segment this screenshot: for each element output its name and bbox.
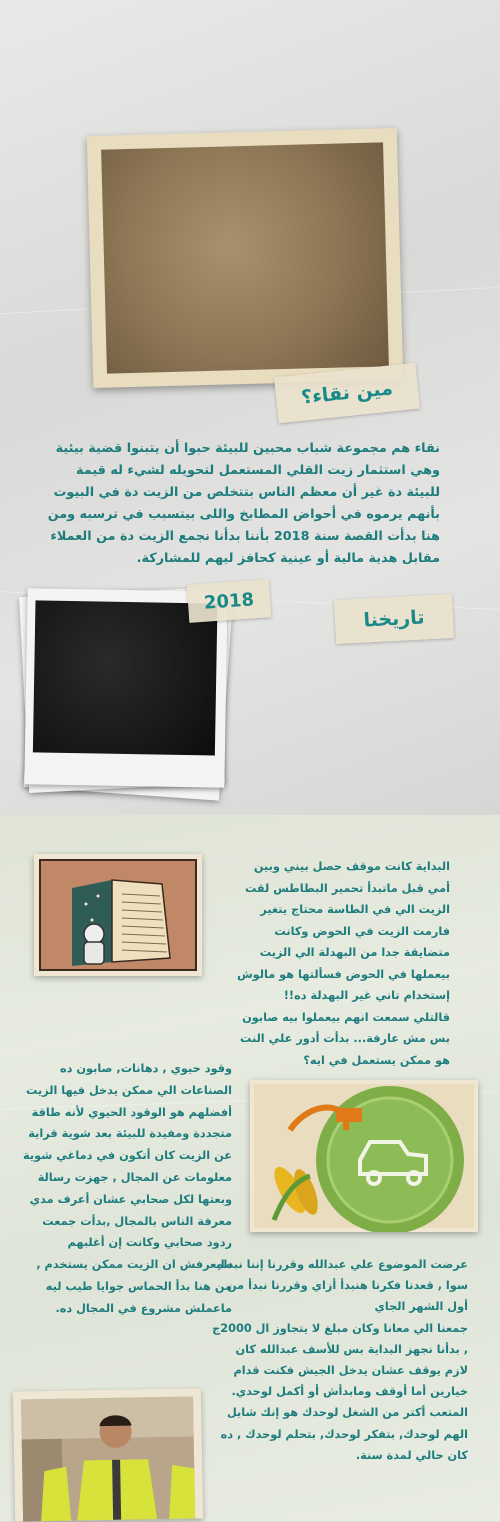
story-paragraph: البداية كانت موقف حصل بيني وبين أمي قبل ماتبدأ تحمير البطاطس لقت الزيت الي في الطاسة محتاج يتغير فارمت الزيت في الحوض وكانت متضايقة جدا من البهدلة الي الزيت بيعملها في الحوض فسألتها هو مالوش إستخدام تاني غير البهدلة ده!! [237,860,450,1002]
vintage-photo [101,142,389,373]
year-label: 2018 [203,588,255,614]
story-paragraph: قالتلي سمعت انهم بيعملوا بيه صابون بس مش عارفة... بدأت أدور علي النت هو ممكن يستعمل في ايه؟ [240,1010,450,1067]
year-tape [187,579,271,623]
team-member-photo [13,1388,203,1521]
biofuel-illustration-frame [250,1080,478,1232]
team-photo-frame [13,1388,203,1521]
book-astronaut-icon [34,854,202,976]
biofuel-truck-icon [250,1080,478,1232]
story-paragraph: عرضت الموضوع علي عبدالله وقررنا إننا نبداه سوا , قعدنا فكرنا هنبدأ أزاي وقررنا نبدأ من أول الشهر الجاي [216,1258,468,1314]
about-text: نقاء هم مجموعة شباب محبين للبيئة حبوا أن يتبنوا قضية بيئية وهي استثمار زيت القلي المستعمل لتحويله لشيء له قيمة للبيئة دة غير أن معظم الناس بتتخلص من الزيت دة في البيوت بأنهم يرموه في أحواض المطابخ واللى بيتسبب في ترسبه ومن هنا بدأت القصة سنة 2018 بأننا بدأنا نجمع الزيت دة من العملاء مقابل هدية مالية أو عينية كحافز ليهم للمشاركة. [47,441,440,566]
story-block-2 [18,1058,232,1320]
blank-photo [33,600,218,755]
about-heading: مين نقاء؟ [300,377,394,409]
history-heading-tape [334,594,454,644]
vintage-photo-frame [87,128,403,388]
story-paragraph: جمعنا الي معانا وكان مبلغ لا يتجاوز ال 2000ج , بدأنا نجهز البداية بس للأسف عبدالله كان لازم يوقف عشان يدخل الجيش فكنت قدام خيارين أما أوقف ومابدأش أو أكمل لوحدي. [212,1321,468,1399]
story-paragraph: المتعب أكتر من الشغل لوحدك هو إنك شايل الهم لوحدك, بتفكر لوحدك, بتحلم لوحدك , ده كان حالي لمدة سنة. [220,1406,468,1462]
story-block-3 [210,1254,468,1466]
about-paragraph [42,438,440,570]
story-block-1 [236,856,450,1071]
story-paragraph: وقود حيوي , دهانات, صابون ده الصناعات الي ممكن يدخل فيها الزيت أفضلهم هو الوقود الحيوي لأنه طاقة متجددة ومفيدة للبيئة بعد شوية قراية عن الزيت كان أتكون في دماغي شوية معلومات عن المجال , جهزت رسالة وبعتها لكل صحابي عشان أعرف مدي معرفة الناس بالمجال ,بدأت جمعت ردود صحابي وكانت إن أغلبهم مايعرفش ان الزيت ممكن يستخدم , من هنا بدأ الحماس جوايا طيب ليه ماعملش مشروع في المجال ده. [23,1062,232,1315]
book-illustration-frame [34,854,202,976]
history-heading: تاريخنا [362,606,426,632]
